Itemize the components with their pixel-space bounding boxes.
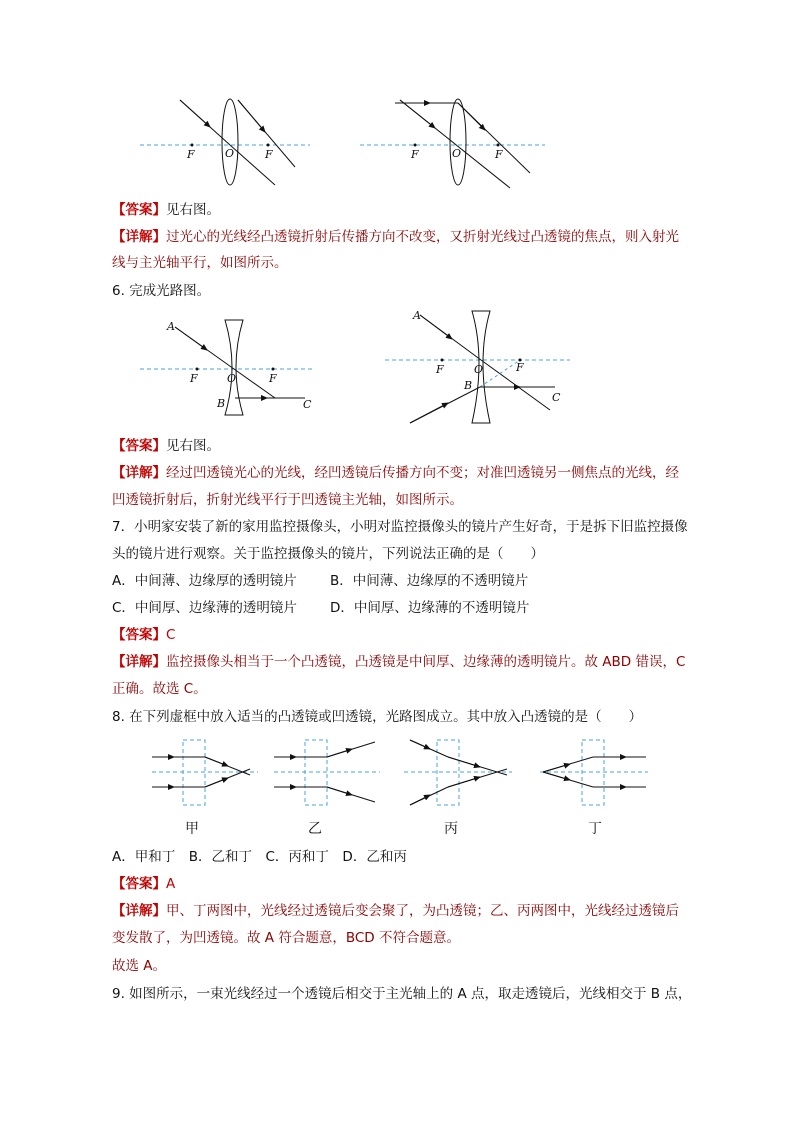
answer-tag: 【答案】 [112, 627, 166, 643]
concave-lens [225, 320, 243, 415]
q8-detail-line-1 [112, 901, 679, 921]
ray-top-arrow [410, 740, 430, 749]
focus-point-left [414, 144, 417, 147]
refracted-ray-arrow [238, 100, 265, 132]
label-f-left: F [436, 363, 444, 376]
label-f-right: F [269, 372, 277, 385]
q6-question: 6. 完成光路图。 [112, 283, 211, 299]
ray-top-out-arrow [448, 757, 480, 767]
q7-option-c: C．中间厚、边缘薄的透明镜片 [112, 600, 297, 616]
convex-lens-figure-1 [135, 95, 320, 190]
answer-text: 见右图。 [166, 438, 220, 454]
ray-arrow [180, 100, 210, 127]
ray-bottom-out-arrow [448, 777, 480, 787]
ray-arrow [175, 327, 207, 350]
q7-stem-line-2: 头的镜片进行观察。关于监控摄像头的镜片，下列说法正确的是（ ） [112, 546, 544, 562]
label-o: O [227, 372, 237, 385]
ray-top-out-arrow [327, 749, 352, 757]
detail-text: 监控摄像头相当于一个凸透镜，凸透镜是中间厚、边缘薄的透明镜片。故 ABD 错误，C [166, 654, 686, 670]
ray-top-out-arrow [205, 757, 228, 766]
concave-lens-figure-right [380, 305, 575, 427]
q8-conclusion: 故选 A。 [112, 958, 167, 974]
label-o: O [474, 363, 484, 376]
ray-bottom-arrow [543, 772, 570, 780]
q8-label-ding: 丁 [588, 821, 602, 837]
label-a: A [167, 320, 175, 333]
label-f-left: F [190, 372, 198, 385]
q8-options: A．甲和丁 B．乙和丁 C．丙和丁 D．乙和丙 [112, 849, 407, 865]
q6-detail-line-2: 凹透镜折射后，折射光线平行于凹透镜主光轴，如图所示。 [112, 492, 463, 508]
label-a: A [413, 309, 421, 322]
q8-stem: 8. 在下列虚框中放入适当的凸透镜或凹透镜，光路图成立。其中放入凸透镜的是（ ） [112, 709, 643, 725]
q7-detail-line-1 [112, 652, 685, 672]
q8-detail-line-2: 变发散了，为凹透镜。故 A 符合题意，BCD 不符合题意。 [112, 930, 460, 946]
q7-option-d: D．中间厚、边缘薄的不透明镜片 [330, 600, 530, 616]
ray-arrow [400, 100, 435, 128]
answer-text: 见右图。 [166, 202, 220, 218]
answer-text: C [166, 627, 176, 643]
q6-answer-line [112, 436, 220, 456]
label-c: C [552, 391, 561, 404]
q8-figure-ding [538, 735, 650, 810]
q8-label-jia: 甲 [185, 821, 199, 837]
q7-option-b: B．中间薄、边缘厚的不透明镜片 [330, 573, 529, 589]
detail-tag: 【详解】 [112, 654, 166, 670]
refracted-ray-arrow [458, 103, 485, 130]
q7-option-a: A．中间薄、边缘厚的透明镜片 [112, 573, 297, 589]
label-f-left: F [187, 148, 195, 161]
convex-lens [222, 99, 238, 185]
label-c: C [303, 398, 312, 411]
detail-tag: 【详解】 [112, 903, 166, 919]
ray-top-arrow [543, 764, 570, 772]
q8-figure-jia [150, 735, 260, 810]
detail-text: 过光心的光线经凸透镜折射后传播方向不改变，又折射光线过凸透镜的焦点，则入射光 [166, 229, 679, 245]
detail-text: 经过凹透镜光心的光线，经凹透镜后传播方向不变；对准凹透镜另一侧焦点的光线，经 [166, 465, 679, 481]
label-f-left: F [411, 148, 419, 161]
focus-point-left [196, 368, 199, 371]
q6-detail-line-1 [112, 463, 679, 483]
label-f-right: F [265, 148, 273, 161]
label-f-right: F [516, 361, 524, 374]
ray-bottom-out-arrow [327, 787, 352, 795]
focus-point-right [272, 368, 275, 371]
focus-point-right [267, 144, 270, 147]
detail-text: 甲、丁两图中，光线经过透镜后变会聚了，为凸透镜；乙、丙两图中，光线经过透镜后 [166, 903, 679, 919]
focus-point-left [191, 144, 194, 147]
answer-tag: 【答案】 [112, 202, 166, 218]
concave-lens-figure-left [135, 312, 325, 420]
ray-arrow [420, 315, 452, 339]
convex-lens-figure-2 [355, 95, 550, 190]
focus-point-right [497, 144, 500, 147]
q7-stem-line-1: 7．小明家安装了新的家用监控摄像头，小明对监控摄像头的镜片产生好奇，于是拆下旧监控摄像 [112, 519, 688, 535]
q5-detail-line-2: 线与主光轴平行，如图所示。 [112, 255, 288, 271]
answer-text: A [166, 876, 176, 892]
q7-detail-line-2: 正确。故选 C。 [112, 681, 207, 697]
q8-figure-bing [402, 735, 514, 810]
q5-answer-line [112, 200, 220, 220]
label-o: O [452, 147, 462, 160]
label-f-right: F [495, 148, 503, 161]
q8-figure-yi [272, 735, 382, 810]
label-b: B [464, 379, 473, 392]
ray-bottom-arrow [410, 795, 430, 805]
q8-label-yi: 乙 [308, 821, 322, 837]
answer-tag: 【答案】 [112, 438, 166, 454]
q7-answer-line [112, 625, 175, 645]
focus-point-left [441, 359, 444, 362]
ray-bottom-out-arrow [205, 778, 228, 787]
q8-label-bing: 丙 [444, 821, 458, 837]
label-o: O [225, 147, 235, 160]
q8-answer-line [112, 874, 175, 894]
detail-tag: 【详解】 [112, 465, 166, 481]
label-b: B [217, 397, 226, 410]
q9-stem: 9. 如图所示，一束光线经过一个透镜后相交于主光轴上的 A 点，取走透镜后，光线相交于 B 点， [112, 986, 692, 1002]
ray-toward-focus-arrow [410, 403, 448, 423]
answer-tag: 【答案】 [112, 876, 166, 892]
detail-tag: 【详解】 [112, 229, 166, 245]
q5-detail-line-1 [112, 227, 679, 247]
